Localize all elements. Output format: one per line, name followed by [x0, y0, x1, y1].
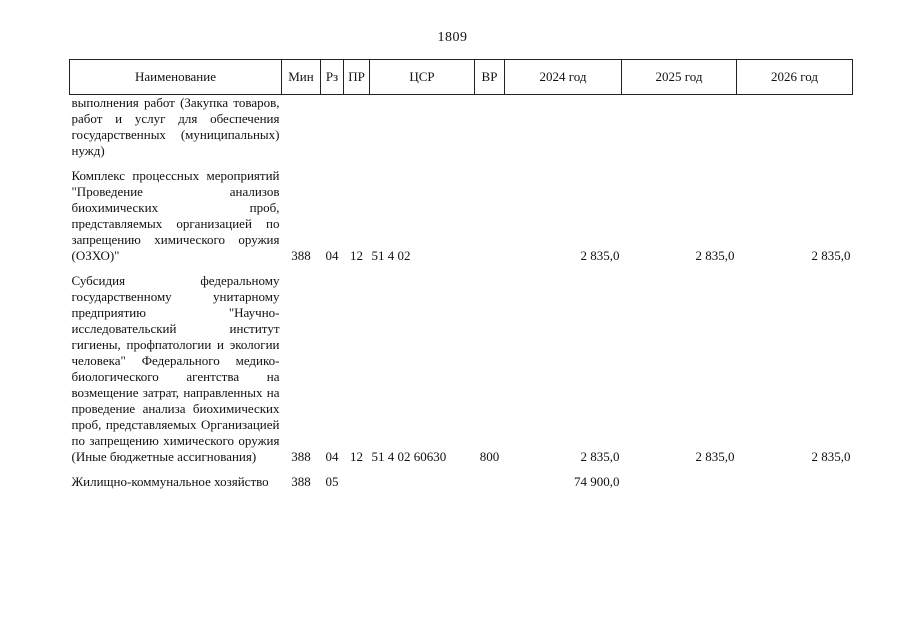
row-name: выполнения работ (Закупка товаров, работ и услуг для обеспечения государственных (муниципальных) нужд): [71, 95, 280, 158]
row-name: Комплекс процессных мероприятий "Проведение анализов биохимических проб, представляемых организацией по запрещению химического оружия (ОЗХО)": [71, 168, 280, 263]
row-2025: [622, 465, 737, 490]
row-2025: 2 835,0: [695, 248, 735, 263]
header-csr: ЦСР: [370, 60, 475, 95]
row-2026: [737, 465, 853, 490]
table-row: [70, 465, 853, 490]
row-2026: 2 835,0: [811, 248, 851, 263]
row-pr: 12: [350, 449, 363, 464]
header-vr: ВР: [475, 60, 505, 95]
row-csr: 51 4 02 60630: [371, 449, 447, 464]
header-name: Наименование: [70, 60, 282, 95]
header-2025: 2025 год: [622, 60, 737, 95]
table-header-row: [70, 60, 853, 95]
row-csr: [370, 465, 475, 490]
row-pr: [344, 95, 370, 160]
row-csr: [370, 95, 475, 160]
row-min: 388: [291, 449, 311, 464]
row-rz: 04: [325, 449, 339, 464]
table-row: [70, 95, 853, 160]
header-pr: ПР: [344, 60, 370, 95]
row-vr: [475, 95, 505, 160]
row-2024: 2 835,0: [580, 248, 620, 263]
row-vr: [475, 465, 505, 490]
header-2026: 2026 год: [737, 60, 853, 95]
table-row: [70, 264, 853, 465]
header-min: Мин: [282, 60, 321, 95]
row-csr: 51 4 02: [371, 248, 411, 263]
row-vr: 800: [479, 449, 500, 464]
page-number: 1809: [437, 30, 468, 45]
row-2024: 2 835,0: [580, 449, 620, 464]
row-2025: [622, 95, 737, 160]
row-name: Субсидия федеральному государственному унитарному предприятию "Научно-исследовательский институт гигиены, профпатологии и экологии человека" Федерального медико-биологического агентства на возмещение затрат, направленных на проведение анализа биохимических проб, представляемых Организацией по запрещению химического оружия (Иные бюджетные ассигнования): [71, 273, 280, 464]
row-rz: 04: [325, 248, 339, 263]
row-min: 388: [291, 474, 311, 489]
row-2024: 74 900,0: [574, 474, 620, 489]
row-rz: [321, 95, 344, 160]
row-2026: [737, 95, 853, 160]
budget-table: [69, 59, 853, 490]
header-2024: 2024 год: [505, 60, 622, 95]
row-rz: 05: [325, 474, 339, 489]
table-row: [70, 159, 853, 264]
row-2024: [505, 95, 622, 160]
row-pr: [344, 465, 370, 490]
row-2026: 2 835,0: [811, 449, 851, 464]
row-min: [282, 95, 321, 160]
header-rz: Рз: [321, 60, 344, 95]
row-2025: 2 835,0: [695, 449, 735, 464]
row-name: Жилищно-коммунальное хозяйство: [71, 474, 269, 489]
row-min: 388: [291, 248, 311, 263]
row-pr: 12: [350, 248, 363, 263]
row-vr: [475, 159, 505, 264]
